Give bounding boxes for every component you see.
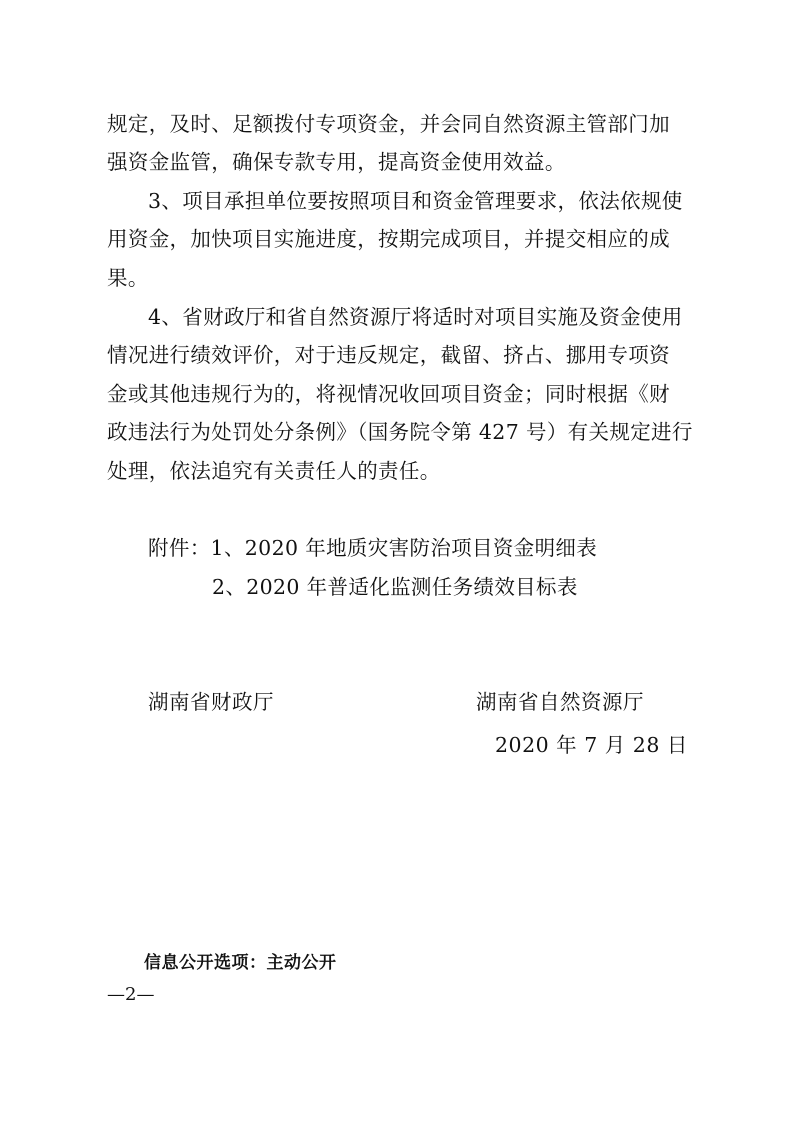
body-line-1: 规定，及时、足额拨付专项资金，并会同自然资源主管部门加 <box>107 112 670 136</box>
page-number: —2— <box>107 984 155 1005</box>
signature-right-org: 湖南省自然资源厅 <box>476 690 644 714</box>
signature-left-org: 湖南省财政厅 <box>148 690 274 714</box>
body-line-2: 强资金监管，确保专款专用，提高资金使用效益。 <box>107 150 566 174</box>
body-line-8: 金或其他违规行为的，将视情况收回项目资金；同时根据《财 <box>107 382 670 406</box>
signature-date: 2020 年 7 月 28 日 <box>495 733 688 757</box>
body-line-10: 处理，依法追究有关责任人的责任。 <box>107 459 441 483</box>
attachment-item-2: 2、2020 年普适化监测任务绩效目标表 <box>212 575 578 599</box>
disclosure-option: 信息公开选项：主动公开 <box>144 953 337 973</box>
body-line-9: 政违法行为处罚处分条例》（国务院令第 427 号）有关规定进行 <box>107 420 693 444</box>
body-line-5: 果。 <box>107 266 149 290</box>
attachment-item-1: 附件：1、2020 年地质灾害防治项目资金明细表 <box>148 536 598 560</box>
body-line-4: 用资金，加快项目实施进度，按期完成项目，并提交相应的成 <box>107 227 670 251</box>
body-line-7: 情况进行绩效评价，对于违反规定，截留、挤占、挪用专项资 <box>107 343 670 367</box>
body-line-3: 3、项目承担单位要按照项目和资金管理要求，依法依规使 <box>148 189 683 213</box>
body-line-6: 4、省财政厅和省自然资源厅将适时对项目实施及资金使用 <box>148 305 683 329</box>
